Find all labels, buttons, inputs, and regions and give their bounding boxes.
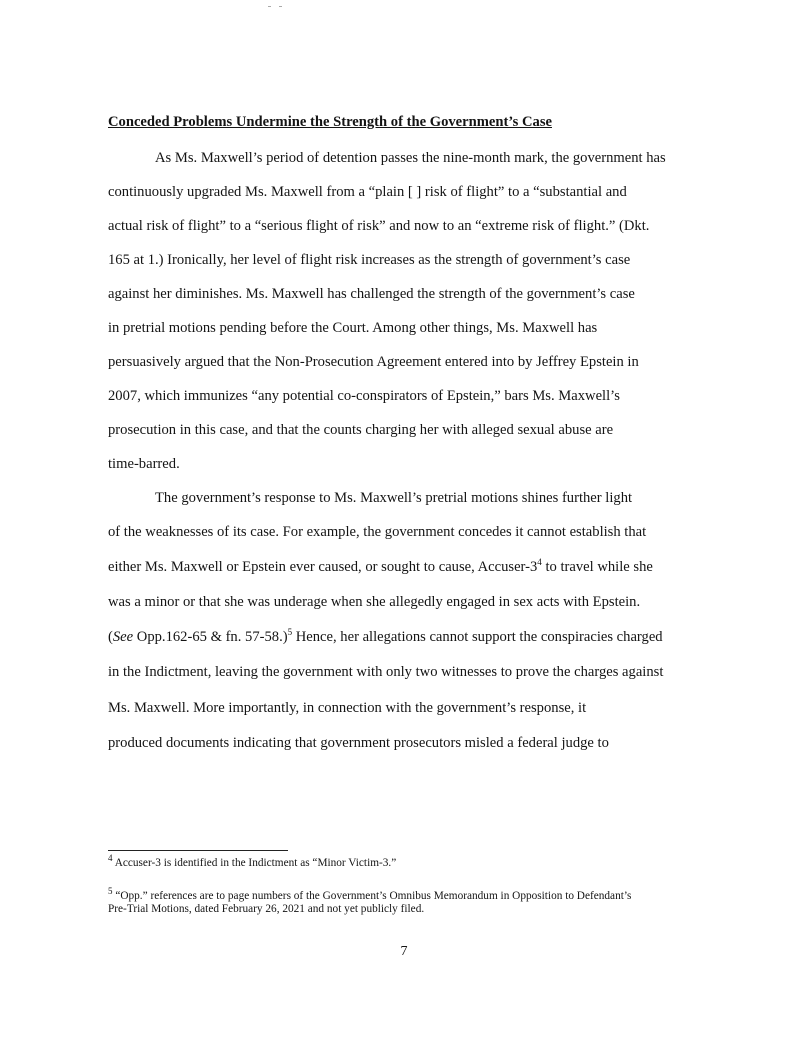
body-line: As Ms. Maxwell’s period of detention passes the nine-month mark, the government has — [155, 150, 666, 166]
body-line: in pretrial motions pending before the Court. Among other things, Ms. Maxwell has — [108, 320, 598, 336]
body-line: continuously upgraded Ms. Maxwell from a “plain [ ] risk of flight” to a “substantial and — [108, 184, 627, 200]
body-text: ( — [108, 629, 113, 645]
body-line: Ms. Maxwell. More importantly, in connection with the government’s response, it — [108, 700, 587, 716]
body-line: 165 at 1.) Ironically, her level of flight risk increases as the strength of government’s case — [108, 252, 631, 268]
scan-speck — [268, 6, 271, 7]
body-line: was a minor or that she was underage when she allegedly engaged in sex acts with Epstein. — [108, 594, 641, 610]
body-line: persuasively argued that the Non-Prosecution Agreement entered into by Jeffrey Epstein in — [108, 354, 639, 370]
scan-speck — [279, 6, 282, 7]
footnote-4 — [108, 853, 397, 870]
body-line: in the Indictment, leaving the government with only two witnesses to prove the charges against — [108, 664, 664, 680]
body-line: produced documents indicating that government prosecutors misled a federal judge to — [108, 735, 609, 751]
body-text: Hence, her allegations cannot support the conspiracies charged — [292, 629, 663, 645]
footnote-5 — [108, 886, 632, 903]
footnote-divider — [108, 850, 288, 851]
footnote-text: “Opp.” references are to page numbers of the Government’s Omnibus Memorandum in Opposition to Defendant’s — [112, 890, 632, 902]
body-line: prosecution in this case, and that the counts charging her with alleged sexual abuse are — [108, 422, 614, 438]
body-line: time-barred. — [108, 456, 180, 472]
footnote-text: Accuser-3 is identified in the Indictment as “Minor Victim-3.” — [112, 857, 397, 869]
body-text: Opp.162-65 & fn. 57-58.) — [133, 629, 288, 645]
body-text: either Ms. Maxwell or Epstein ever caused, or sought to cause, Accuser-3 — [108, 559, 538, 575]
body-line: of the weaknesses of its case. For example, the government concedes it cannot establish that — [108, 524, 647, 540]
footnote-5-continued: Pre-Trial Motions, dated February 26, 2021 and not yet publicly filed. — [108, 903, 425, 915]
body-line: 2007, which immunizes “any potential co-conspirators of Epstein,” bars Ms. Maxwell’s — [108, 388, 620, 404]
footnote-mark: 5 — [108, 886, 113, 897]
body-line — [108, 628, 663, 646]
body-text: to travel while she — [541, 559, 653, 575]
body-line — [108, 558, 653, 576]
body-line: against her diminishes. Ms. Maxwell has challenged the strength of the government’s case — [108, 286, 635, 302]
footnote-ref-5: 5 — [287, 627, 293, 638]
section-heading: Conceded Problems Undermine the Strength of the Government’s Case — [108, 114, 552, 130]
body-line: The government’s response to Ms. Maxwell’s pretrial motions shines further light — [155, 490, 633, 506]
footnote-ref-4: 4 — [537, 557, 542, 568]
body-line: actual risk of flight” to a “serious flight of risk” and now to an “extreme risk of flight.” (Dkt. — [108, 218, 650, 234]
footnote-mark: 4 — [108, 853, 113, 864]
page-number: 7 — [400, 944, 408, 959]
citation-signal: See — [112, 629, 134, 645]
